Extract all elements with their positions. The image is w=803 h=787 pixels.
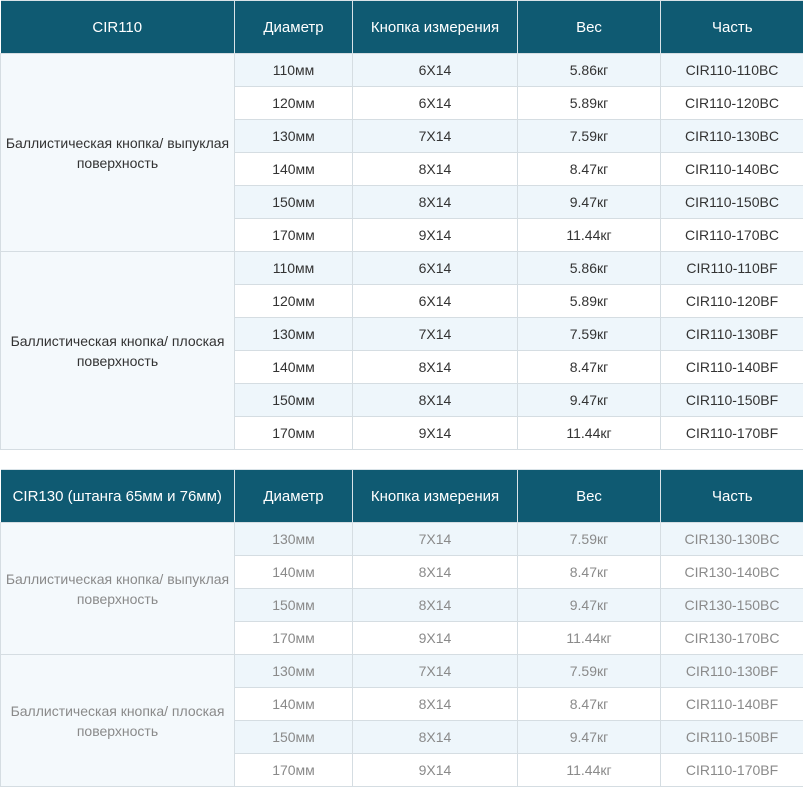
group-label: Баллистическая кнопка/ выпуклая поверхность [1, 523, 235, 655]
part-cell: CIR110-150BF [661, 721, 803, 754]
part-cell: CIR110-140BF [661, 351, 803, 384]
diameter-cell: 130мм [235, 318, 353, 351]
weight-cell: 8.47кг [518, 351, 661, 384]
table-header-row [1, 470, 803, 523]
diameter-cell: 130мм [235, 655, 353, 688]
weight-cell: 11.44кг [518, 219, 661, 252]
group-label: Баллистическая кнопка/ плоская поверхность [1, 252, 235, 450]
diameter-cell: 140мм [235, 688, 353, 721]
diameter-cell: 110мм [235, 252, 353, 285]
part-cell: CIR110-120BF [661, 285, 803, 318]
weight-cell: 8.47кг [518, 688, 661, 721]
measure-button-cell: 9X14 [353, 219, 518, 252]
part-cell: CIR110-110BC [661, 54, 803, 87]
header-part: Часть [661, 470, 803, 523]
table-header-row [1, 1, 803, 54]
measure-button-cell: 6X14 [353, 54, 518, 87]
measure-button-cell: 6X14 [353, 285, 518, 318]
measure-button-cell: 7X14 [353, 655, 518, 688]
diameter-cell: 170мм [235, 219, 353, 252]
measure-button-cell: 6X14 [353, 87, 518, 120]
weight-cell: 11.44кг [518, 417, 661, 450]
diameter-cell: 140мм [235, 556, 353, 589]
weight-cell: 5.89кг [518, 285, 661, 318]
measure-button-cell: 8X14 [353, 153, 518, 186]
weight-cell: 9.47кг [518, 721, 661, 754]
diameter-cell: 170мм [235, 417, 353, 450]
table-row [1, 252, 803, 285]
diameter-cell: 150мм [235, 721, 353, 754]
table-row [1, 655, 803, 688]
part-cell: CIR110-130BC [661, 120, 803, 153]
header-part: Часть [661, 1, 803, 54]
diameter-cell: 150мм [235, 186, 353, 219]
measure-button-cell: 7X14 [353, 318, 518, 351]
table-row [1, 523, 803, 556]
part-cell: CIR130-170BC [661, 622, 803, 655]
weight-cell: 11.44кг [518, 754, 661, 787]
diameter-cell: 140мм [235, 153, 353, 186]
cir130-spec-table [0, 469, 803, 787]
weight-cell: 7.59кг [518, 318, 661, 351]
weight-cell: 8.47кг [518, 556, 661, 589]
table-row [1, 54, 803, 87]
part-cell: CIR110-110BF [661, 252, 803, 285]
measure-button-cell: 9X14 [353, 417, 518, 450]
header-measure-button: Кнопка измерения [353, 470, 518, 523]
weight-cell: 9.47кг [518, 589, 661, 622]
measure-button-cell: 8X14 [353, 688, 518, 721]
diameter-cell: 120мм [235, 285, 353, 318]
measure-button-cell: 9X14 [353, 622, 518, 655]
group-label: Баллистическая кнопка/ плоская поверхность [1, 655, 235, 787]
measure-button-cell: 8X14 [353, 384, 518, 417]
measure-button-cell: 7X14 [353, 120, 518, 153]
header-weight: Вес [518, 1, 661, 54]
diameter-cell: 130мм [235, 120, 353, 153]
header-measure-button: Кнопка измерения [353, 1, 518, 54]
group-label: Баллистическая кнопка/ выпуклая поверхность [1, 54, 235, 252]
weight-cell: 5.86кг [518, 252, 661, 285]
diameter-cell: 150мм [235, 384, 353, 417]
measure-button-cell: 9X14 [353, 754, 518, 787]
part-cell: CIR130-130BC [661, 523, 803, 556]
measure-button-cell: 8X14 [353, 589, 518, 622]
header-model: CIR130 (штанга 65мм и 76мм) [1, 470, 235, 523]
diameter-cell: 170мм [235, 622, 353, 655]
diameter-cell: 130мм [235, 523, 353, 556]
header-weight: Вес [518, 470, 661, 523]
measure-button-cell: 8X14 [353, 721, 518, 754]
weight-cell: 7.59кг [518, 523, 661, 556]
part-cell: CIR110-140BC [661, 153, 803, 186]
part-cell: CIR110-130BF [661, 655, 803, 688]
weight-cell: 7.59кг [518, 120, 661, 153]
part-cell: CIR110-170BF [661, 417, 803, 450]
header-diameter: Диаметр [235, 470, 353, 523]
weight-cell: 9.47кг [518, 186, 661, 219]
measure-button-cell: 8X14 [353, 186, 518, 219]
weight-cell: 9.47кг [518, 384, 661, 417]
diameter-cell: 150мм [235, 589, 353, 622]
weight-cell: 5.86кг [518, 54, 661, 87]
measure-button-cell: 8X14 [353, 556, 518, 589]
weight-cell: 8.47кг [518, 153, 661, 186]
diameter-cell: 140мм [235, 351, 353, 384]
part-cell: CIR110-170BC [661, 219, 803, 252]
diameter-cell: 120мм [235, 87, 353, 120]
diameter-cell: 170мм [235, 754, 353, 787]
part-cell: CIR130-140BC [661, 556, 803, 589]
weight-cell: 11.44кг [518, 622, 661, 655]
part-cell: CIR110-150BF [661, 384, 803, 417]
diameter-cell: 110мм [235, 54, 353, 87]
part-cell: CIR110-170BF [661, 754, 803, 787]
part-cell: CIR110-140BF [661, 688, 803, 721]
part-cell: CIR110-150BC [661, 186, 803, 219]
part-cell: CIR110-130BF [661, 318, 803, 351]
part-cell: CIR110-120BC [661, 87, 803, 120]
weight-cell: 7.59кг [518, 655, 661, 688]
measure-button-cell: 7X14 [353, 523, 518, 556]
header-model: CIR110 [1, 1, 235, 54]
part-cell: CIR130-150BC [661, 589, 803, 622]
weight-cell: 5.89кг [518, 87, 661, 120]
measure-button-cell: 6X14 [353, 252, 518, 285]
measure-button-cell: 8X14 [353, 351, 518, 384]
header-diameter: Диаметр [235, 1, 353, 54]
